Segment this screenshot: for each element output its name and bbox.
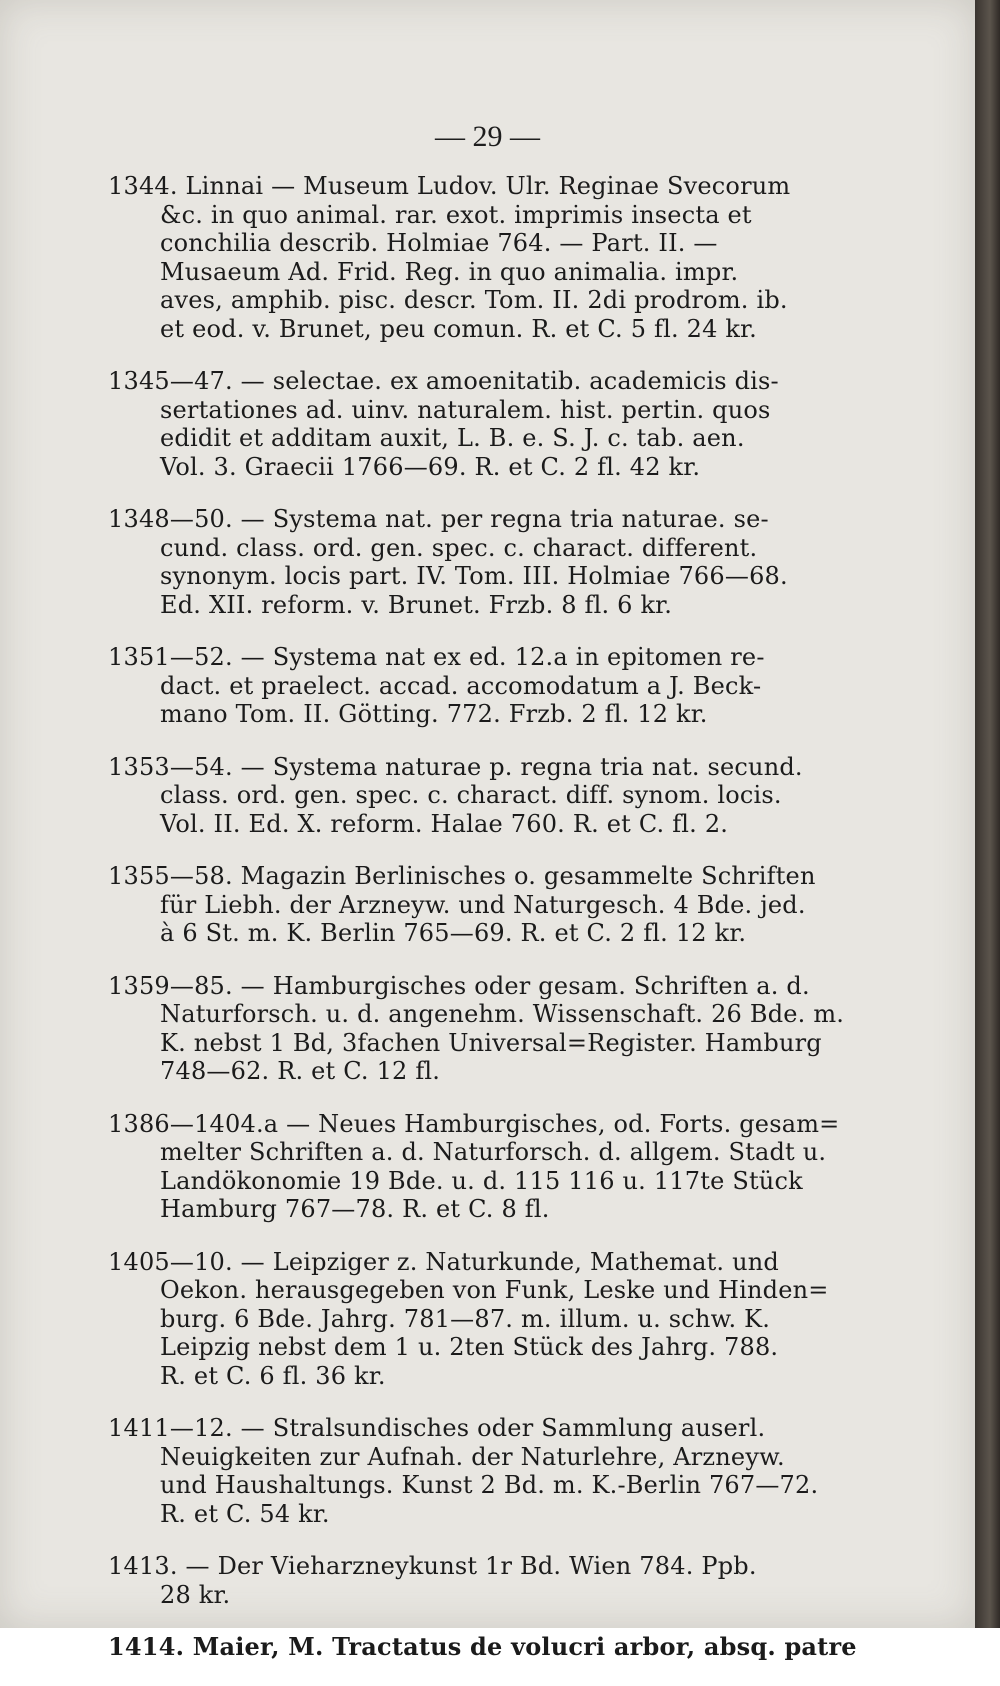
entry-line: 748—62. R. et C. 12 fl. xyxy=(160,1057,441,1085)
entry-first-line: 1411—12. — Stralsundisches oder Sammlung auserl. xyxy=(108,1414,766,1442)
entry-line: Oekon. herausgegeben von Funk, Leske und Hinden= xyxy=(160,1276,829,1304)
entry-first-line: 1386—1404.a — Neues Hamburgisches, od. Forts. gesam= xyxy=(108,1109,840,1138)
entry-line: conchilia describ. Holmiae 764. — Part. II. — xyxy=(160,229,718,257)
catalog-entry xyxy=(108,753,820,839)
catalog-entry xyxy=(108,367,820,481)
entry-line: &c. in quo animal. rar. exot. imprimis insecta et xyxy=(160,200,752,229)
entry-line: Neuigkeiten zur Aufnah. der Naturlehre, Arzneyw. xyxy=(160,1442,785,1471)
entry-line: melter Schriften a. d. Naturforsch. d. allgem. Stadt u. xyxy=(160,1138,827,1166)
entry-line: Musaeum Ad. Frid. Reg. in quo animalia. impr. xyxy=(160,257,739,286)
catalog-entry xyxy=(108,1109,840,1224)
entry-line: class. ord. gen. spec. c. charact. diff. synom. locis. xyxy=(160,781,782,809)
entry-line: aves, amphib. pisc. descr. Tom. II. 2di prodrom. ib. xyxy=(160,286,788,314)
catalog-entry xyxy=(108,1414,820,1528)
entry-line: für Liebh. der Arzneyw. und Naturgesch. 4 Bde. jed. xyxy=(160,890,806,919)
entry-line: R. et C. 6 fl. 36 kr. xyxy=(160,1361,386,1390)
entry-first-line: 1345—47. — selectae. ex amoenitatib. academicis dis- xyxy=(108,367,779,395)
book-spine-edge xyxy=(975,0,1000,1628)
entry-line: 28 kr. xyxy=(160,1580,231,1609)
entry-line: Vol. II. Ed. X. reform. Halae 760. R. et C. fl. 2. xyxy=(160,809,729,838)
entry-first-line: 1353—54. — Systema naturae p. regna tria nat. secund. xyxy=(108,752,803,781)
entry-line: Hamburg 767—78. R. et C. 8 fl. xyxy=(160,1195,550,1223)
entry-line: sertationes ad. uinv. naturalem. hist. pertin. quos xyxy=(160,395,771,424)
entry-line: Ed. XII. reform. v. Brunet. Frzb. 8 fl. 6 kr. xyxy=(160,590,673,619)
entry-first-line: 1359—85. — Hamburgisches oder gesam. Schriften a. d. xyxy=(108,971,810,1000)
catalog-entry xyxy=(108,862,820,948)
entry-line: burg. 6 Bde. Jahrg. 781—87. m. illum. u. schw. K. xyxy=(160,1304,771,1333)
entry-first-line: 1344. Linnai — Museum Ludov. Ulr. Reginae Svecorum xyxy=(108,172,791,200)
entry-line: K. nebst 1 Bd, 3fachen Universal=Register. Hamburg xyxy=(160,1028,822,1057)
catalog-entry xyxy=(108,505,820,619)
entry-line: Leipzig nebst dem 1 u. 2ten Stück des Jahrg. 788. xyxy=(160,1333,779,1361)
entry-first-line: 1413. — Der Vieharzneykunst 1r Bd. Wien 784. Ppb. xyxy=(108,1552,757,1580)
entry-line: dact. et praelect. accad. accomodatum a J. Beck- xyxy=(160,671,762,700)
entry-line: à 6 St. m. K. Berlin 765—69. R. et C. 2 fl. 12 kr. xyxy=(160,919,747,947)
catalog-entry xyxy=(108,971,845,1086)
catalog-entry xyxy=(108,172,820,343)
entry-line: Landökonomie 19 Bde. u. d. 115 116 u. 117te Stück xyxy=(160,1166,803,1195)
entry-line: R. et C. 54 kr. xyxy=(160,1499,330,1528)
page-number: — 29 — xyxy=(435,120,540,153)
entry-first-line: 1405—10. — Leipziger z. Naturkunde, Mathemat. und xyxy=(108,1247,779,1276)
entry-line: Naturforsch. u. d. angenehm. Wissenschaft. 26 Bde. m. xyxy=(160,1000,845,1028)
catalog-entry xyxy=(108,1632,857,1662)
catalog-entry xyxy=(108,1552,820,1609)
entry-line: Vol. 3. Graecii 1766—69. R. et C. 2 fl. 42 kr. xyxy=(160,452,701,481)
entry-line: synonym. locis part. IV. Tom. III. Holmiae 766—68. xyxy=(160,562,788,590)
catalog-entry xyxy=(108,643,820,729)
entry-line: cund. class. ord. gen. spec. c. charact. different. xyxy=(160,533,758,562)
catalog-entries xyxy=(108,172,857,1686)
entry-line: mano Tom. II. Götting. 772. Frzb. 2 fl. 12 kr. xyxy=(160,700,708,728)
entry-line: und Haushaltungs. Kunst 2 Bd. m. K.-Berlin 767—72. xyxy=(160,1471,819,1499)
entry-first-line: 1355—58. Magazin Berlinisches o. gesammelte Schriften xyxy=(108,862,816,890)
entry-first-line: 1351—52. — Systema nat ex ed. 12.a in epitomen re- xyxy=(108,643,765,671)
entry-line: et eod. v. Brunet, peu comun. R. et C. 5 fl. 24 kr. xyxy=(160,314,757,343)
catalog-entry xyxy=(108,1247,829,1391)
entry-first-line: 1348—50. — Systema nat. per regna tria naturae. se- xyxy=(108,505,769,533)
entry-line: edidit et additam auxit, L. B. e. S. J. c. tab. aen. xyxy=(160,424,745,452)
entry-first-line: 1414. Maier, M. Tractatus de volucri arbor, absq. patre xyxy=(108,1632,857,1661)
